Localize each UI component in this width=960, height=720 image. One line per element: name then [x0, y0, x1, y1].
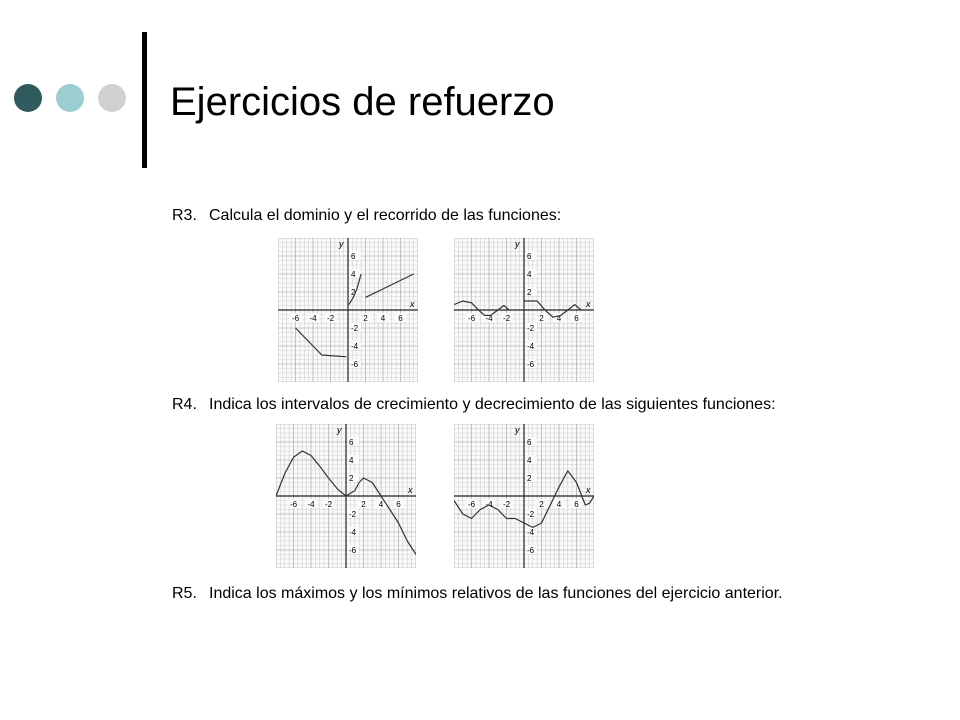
exercise-r5 — [172, 584, 783, 604]
x-axis-label: x — [586, 299, 591, 309]
graph-r3-b — [454, 238, 594, 382]
x-tick-label: -6 — [291, 314, 300, 323]
x-tick-label: 4 — [556, 314, 562, 323]
x-tick-label: -4 — [485, 314, 493, 323]
function-curve — [366, 274, 414, 297]
y-tick-label: 6 — [349, 438, 354, 447]
x-tick-label: 2 — [363, 314, 368, 323]
y-tick-label: 6 — [351, 252, 356, 261]
x-tick-label: -4 — [485, 500, 493, 509]
title-divider-bar — [142, 32, 147, 168]
x-tick-label: 4 — [380, 314, 386, 323]
y-axis-label: y — [339, 239, 344, 249]
x-tick-label: -2 — [326, 314, 335, 323]
x-tick-label: -6 — [289, 500, 298, 509]
x-tick-label: 6 — [574, 500, 579, 509]
exercise-number: R4. — [172, 396, 197, 413]
decoration-dot — [14, 84, 42, 112]
y-tick-label: -2 — [527, 324, 535, 333]
y-tick-label: 4 — [349, 456, 354, 465]
x-tick-label: 2 — [539, 500, 544, 509]
x-tick-label: -2 — [502, 500, 511, 509]
y-tick-label: -2 — [351, 324, 359, 333]
decoration-dot — [56, 84, 84, 112]
y-tick-label: -6 — [351, 360, 359, 369]
x-tick-label: -2 — [324, 500, 333, 509]
x-axis-label: x — [410, 299, 415, 309]
y-tick-label: 4 — [527, 270, 532, 279]
x-tick-label: -4 — [309, 314, 317, 323]
x-tick-label: -4 — [307, 500, 315, 509]
graph-r4-a — [276, 424, 416, 568]
x-tick-label: 6 — [398, 314, 403, 323]
page-title: Ejercicios de refuerzo — [170, 80, 555, 124]
y-tick-label: -4 — [349, 528, 357, 537]
x-tick-label: -6 — [467, 314, 476, 323]
y-tick-label: -2 — [349, 510, 357, 519]
x-axis-label: x — [586, 485, 591, 495]
decoration-dot — [98, 84, 126, 112]
exercise-number: R3. — [172, 207, 197, 224]
y-tick-label: -6 — [349, 546, 357, 555]
x-axis-label: x — [408, 485, 413, 495]
y-axis-label: y — [515, 425, 520, 435]
exercise-text: Calcula el dominio y el recorrido de las funciones: — [209, 207, 562, 224]
exercise-r3 — [172, 206, 561, 226]
x-tick-label: -6 — [467, 500, 476, 509]
x-tick-label: -2 — [502, 314, 511, 323]
exercise-number: R5. — [172, 585, 197, 602]
y-tick-label: 2 — [349, 474, 354, 483]
y-tick-label: -4 — [527, 342, 535, 351]
y-tick-label: 2 — [527, 474, 532, 483]
graph-r3-a — [278, 238, 418, 382]
y-tick-label: 2 — [527, 288, 532, 297]
y-tick-label: -6 — [527, 546, 535, 555]
y-tick-label: -2 — [527, 510, 535, 519]
x-tick-label: 4 — [378, 500, 384, 509]
x-tick-label: 2 — [361, 500, 366, 509]
x-tick-label: 2 — [539, 314, 544, 323]
y-tick-label: 4 — [527, 456, 532, 465]
x-tick-label: 6 — [574, 314, 579, 323]
exercise-r4 — [172, 395, 776, 415]
graph-r4-b — [454, 424, 594, 568]
y-axis-label: y — [515, 239, 520, 249]
exercise-text: Indica los intervalos de crecimiento y decrecimiento de las siguientes funciones: — [209, 396, 776, 413]
x-tick-label: 6 — [396, 500, 401, 509]
exercise-text: Indica los máximos y los mínimos relativos de las funciones del ejercicio anterior. — [209, 585, 783, 602]
y-tick-label: 6 — [527, 438, 532, 447]
y-tick-label: 4 — [351, 270, 356, 279]
y-axis-label: y — [337, 425, 342, 435]
x-tick-label: 4 — [556, 500, 562, 509]
y-tick-label: -6 — [527, 360, 535, 369]
y-tick-label: 2 — [351, 288, 356, 297]
slide-decoration-dots — [14, 84, 124, 116]
y-tick-label: 6 — [527, 252, 532, 261]
y-tick-label: -4 — [527, 528, 535, 537]
y-tick-label: -4 — [351, 342, 359, 351]
